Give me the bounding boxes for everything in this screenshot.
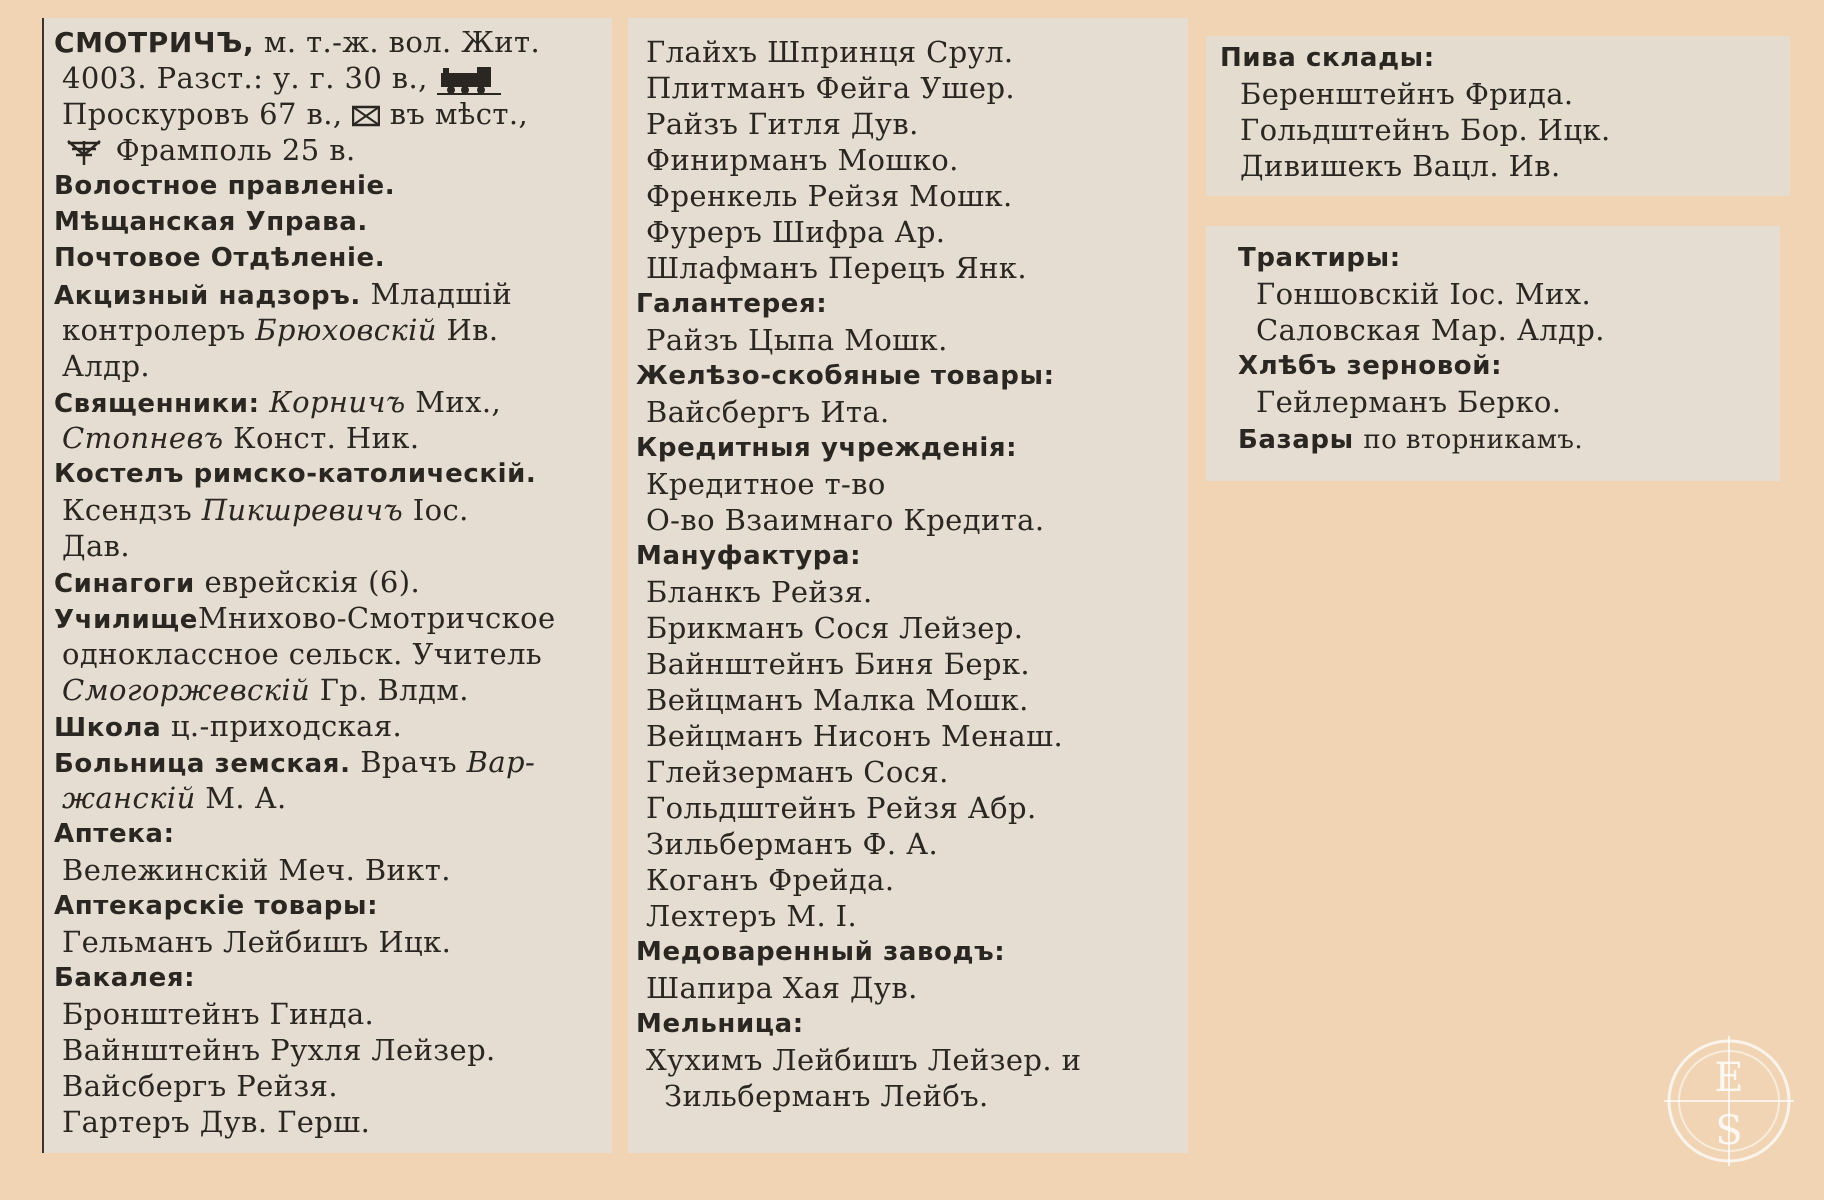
column-1: [42, 18, 612, 1153]
shkola-heading: Школа: [54, 713, 162, 743]
aptov-item: Гельманъ Лейбишъ Ицк.: [62, 925, 452, 959]
meshch-heading: Мѣщанская Управа.: [54, 207, 368, 237]
town-desc: м. т.-ж. вол. Жит.: [263, 25, 541, 59]
manuf-item: Брикманъ Сося Лейзер.: [646, 611, 1024, 645]
galant-item: Райзъ Цыпа Мошк.: [646, 323, 948, 357]
bakal-heading: Бакалея:: [54, 963, 196, 993]
shkola-line: [44, 708, 612, 744]
kostel-person: Пикшревичъ: [201, 493, 404, 527]
akciz-line-3: Алдр.: [62, 349, 151, 383]
kred-item: О-во Взаимнаго Кредита.: [646, 503, 1045, 537]
column-3-top: [1206, 36, 1790, 196]
stamp-logo: [1664, 1036, 1794, 1166]
manuf-item: Бланкъ Рейзя.: [646, 575, 873, 609]
manuf-item: Глейзерманъ Сося.: [646, 755, 949, 789]
boln-line: [44, 744, 612, 780]
svyash-initials-2: Конст. Ник.: [233, 421, 420, 455]
uchil-initials: Гр. Влдм.: [319, 673, 469, 707]
kred-item: Кредитное т-во: [646, 467, 886, 501]
town-post: въ мѣст.,: [389, 97, 529, 131]
town-name: СМОТРИЧЪ,: [54, 26, 255, 59]
sinagogi-line: [44, 564, 612, 600]
bazar-heading: Базары: [1238, 425, 1354, 455]
trakt-heading: Трактиры:: [1238, 243, 1401, 273]
column-2: [628, 18, 1188, 1153]
akciz-initials: Ив.: [446, 313, 499, 347]
bakal-item: Глайхъ Шпринця Срул.: [646, 35, 1014, 69]
bakal-item: Френкель Рейзя Мошк.: [646, 179, 1013, 213]
uchil-heading: Училище: [54, 605, 198, 635]
kostel-line-1: [44, 492, 612, 528]
uchil-text: Мнихово-Смотричское: [197, 601, 556, 635]
kred-heading: Кредитныя учрежденія:: [636, 433, 1018, 463]
bakal-item: Райзъ Гитля Дув.: [646, 107, 919, 141]
galant-heading: Галантерея:: [636, 289, 828, 319]
svyash-line: [44, 384, 612, 420]
svyash-heading: Священники:: [54, 389, 260, 419]
bakal-item: Плитманъ Фейга Ушер.: [646, 71, 1016, 105]
hleb-item: Гейлерманъ Берко.: [1256, 385, 1562, 419]
svyash-line-2: [44, 420, 612, 456]
med-heading: Медоваренный заводъ:: [636, 937, 1006, 967]
town-entry-line-2: [44, 60, 612, 96]
stamp-letter-top: E: [1714, 1055, 1744, 1101]
meln-item: Хухимъ Лейбишъ Лейзер. и: [646, 1043, 1082, 1077]
bakal-item: Шлафманъ Перецъ Янк.: [646, 251, 1027, 285]
train-icon: [437, 65, 501, 95]
town-entry-line-4: [44, 132, 612, 168]
manuf-item: Вейцманъ Малка Мошк.: [646, 683, 1029, 717]
uchil-person: Смогоржевскій: [62, 673, 311, 707]
kostel-initials: Іос.: [412, 493, 469, 527]
piva-heading: Пива склады:: [1220, 43, 1435, 73]
town-distance: 4003. Разст.: у. г. 30 в.,: [62, 61, 428, 95]
apteka-item: Вележинскій Меч. Викт.: [62, 853, 451, 887]
boln-heading: Больница земская.: [54, 749, 351, 779]
akciz-heading: Акцизный надзоръ.: [54, 281, 361, 311]
meln-heading: Мельница:: [636, 1009, 804, 1039]
bakal-item: Вайнштейнъ Рухля Лейзер.: [62, 1033, 496, 1067]
bakal-item: Гартеръ Дув. Герш.: [62, 1105, 371, 1139]
bakal-item: Фурeръ Шифра Ар.: [646, 215, 946, 249]
uchil-line: [44, 600, 612, 636]
town-telegraph: Фрамполь 25 в.: [115, 133, 356, 167]
manuf-item: Зильберманъ Ф. А.: [646, 827, 939, 861]
trakt-item: Гоншовскій Іос. Мих.: [1256, 277, 1592, 311]
shkola-text: ц.-приходская.: [170, 709, 403, 743]
manuf-item: Лехтеръ М. І.: [646, 899, 858, 933]
manuf-item: Вайнштейнъ Биня Берк.: [646, 647, 1031, 681]
med-item: Шапира Хая Дув.: [646, 971, 918, 1005]
volost-heading: Волостное правленіе.: [54, 171, 396, 201]
pochta-heading: Почтовое Отдѣленіе.: [54, 243, 386, 273]
manuf-heading: Мануфактура:: [636, 541, 862, 571]
town-entry-line-3: [44, 96, 612, 132]
sinagogi-text: еврейскія (6).: [204, 565, 421, 599]
boln-person-end: жанскій: [62, 781, 196, 815]
kostel-role: Ксендзъ: [62, 493, 193, 527]
bakal-item: Бронштейнъ Гинда.: [62, 997, 375, 1031]
svyash-person-2: Стопневъ: [62, 421, 224, 455]
boln-person-start: Вар-: [466, 745, 536, 779]
bazar-line: [1206, 420, 1780, 456]
stamp-letter-bottom: S: [1715, 1108, 1743, 1154]
telegraph-icon: [62, 137, 106, 167]
column-3-bottom: [1206, 226, 1780, 481]
boln-line-2: [44, 780, 612, 816]
piva-item: Дивишекъ Вацл. Ив.: [1240, 149, 1561, 183]
akciz-line: [44, 276, 612, 312]
kostel-line-2: Дав.: [62, 529, 131, 563]
zhel-heading: Желѣзо-скобяные товары:: [636, 361, 1055, 391]
akciz-line-2: [44, 312, 612, 348]
town-distance-2: Проскуровъ 67 в.,: [62, 97, 343, 131]
mail-envelope-icon: [352, 105, 380, 127]
bazar-text: по вторникамъ.: [1363, 425, 1583, 455]
uchil-line-2: одноклассное сельск. Учитель: [62, 637, 543, 671]
svyash-person-1: Корничъ: [269, 385, 406, 419]
uchil-line-3: [44, 672, 612, 708]
svyash-initials-1: Мих.,: [415, 385, 502, 419]
bakal-item: Финирманъ Мошко.: [646, 143, 959, 177]
manuf-item: Коганъ Фрейда.: [646, 863, 895, 897]
akciz-role: контролеръ: [62, 313, 246, 347]
town-entry-line-1: [44, 24, 612, 60]
kostel-heading: Костелъ римско-католическій.: [54, 459, 537, 489]
meln-item: Зильберманъ Лейбъ.: [664, 1079, 989, 1113]
boln-initials: М. А.: [205, 781, 287, 815]
akciz-person: Брюховскій: [255, 313, 437, 347]
aptov-heading: Аптекарскіе товары:: [54, 891, 379, 921]
boln-text: Врачъ: [360, 745, 458, 779]
manuf-item: Гольдштейнъ Рейзя Абр.: [646, 791, 1037, 825]
apteka-heading: Аптека:: [54, 819, 175, 849]
piva-item: Беренштейнъ Фрида.: [1240, 77, 1574, 111]
manuf-item: Вейцманъ Нисонъ Менаш.: [646, 719, 1064, 753]
trakt-item: Саловская Мар. Алдр.: [1256, 313, 1605, 347]
hleb-heading: Хлѣбъ зерновой:: [1238, 351, 1503, 381]
sinagogi-heading: Синагоги: [54, 569, 195, 599]
zhel-item: Вайсбергъ Ита.: [646, 395, 890, 429]
akciz-text: Младшій: [370, 277, 513, 311]
bakal-item: Вайсбергъ Рейзя.: [62, 1069, 338, 1103]
piva-item: Гольдштейнъ Бор. Ицк.: [1240, 113, 1611, 147]
